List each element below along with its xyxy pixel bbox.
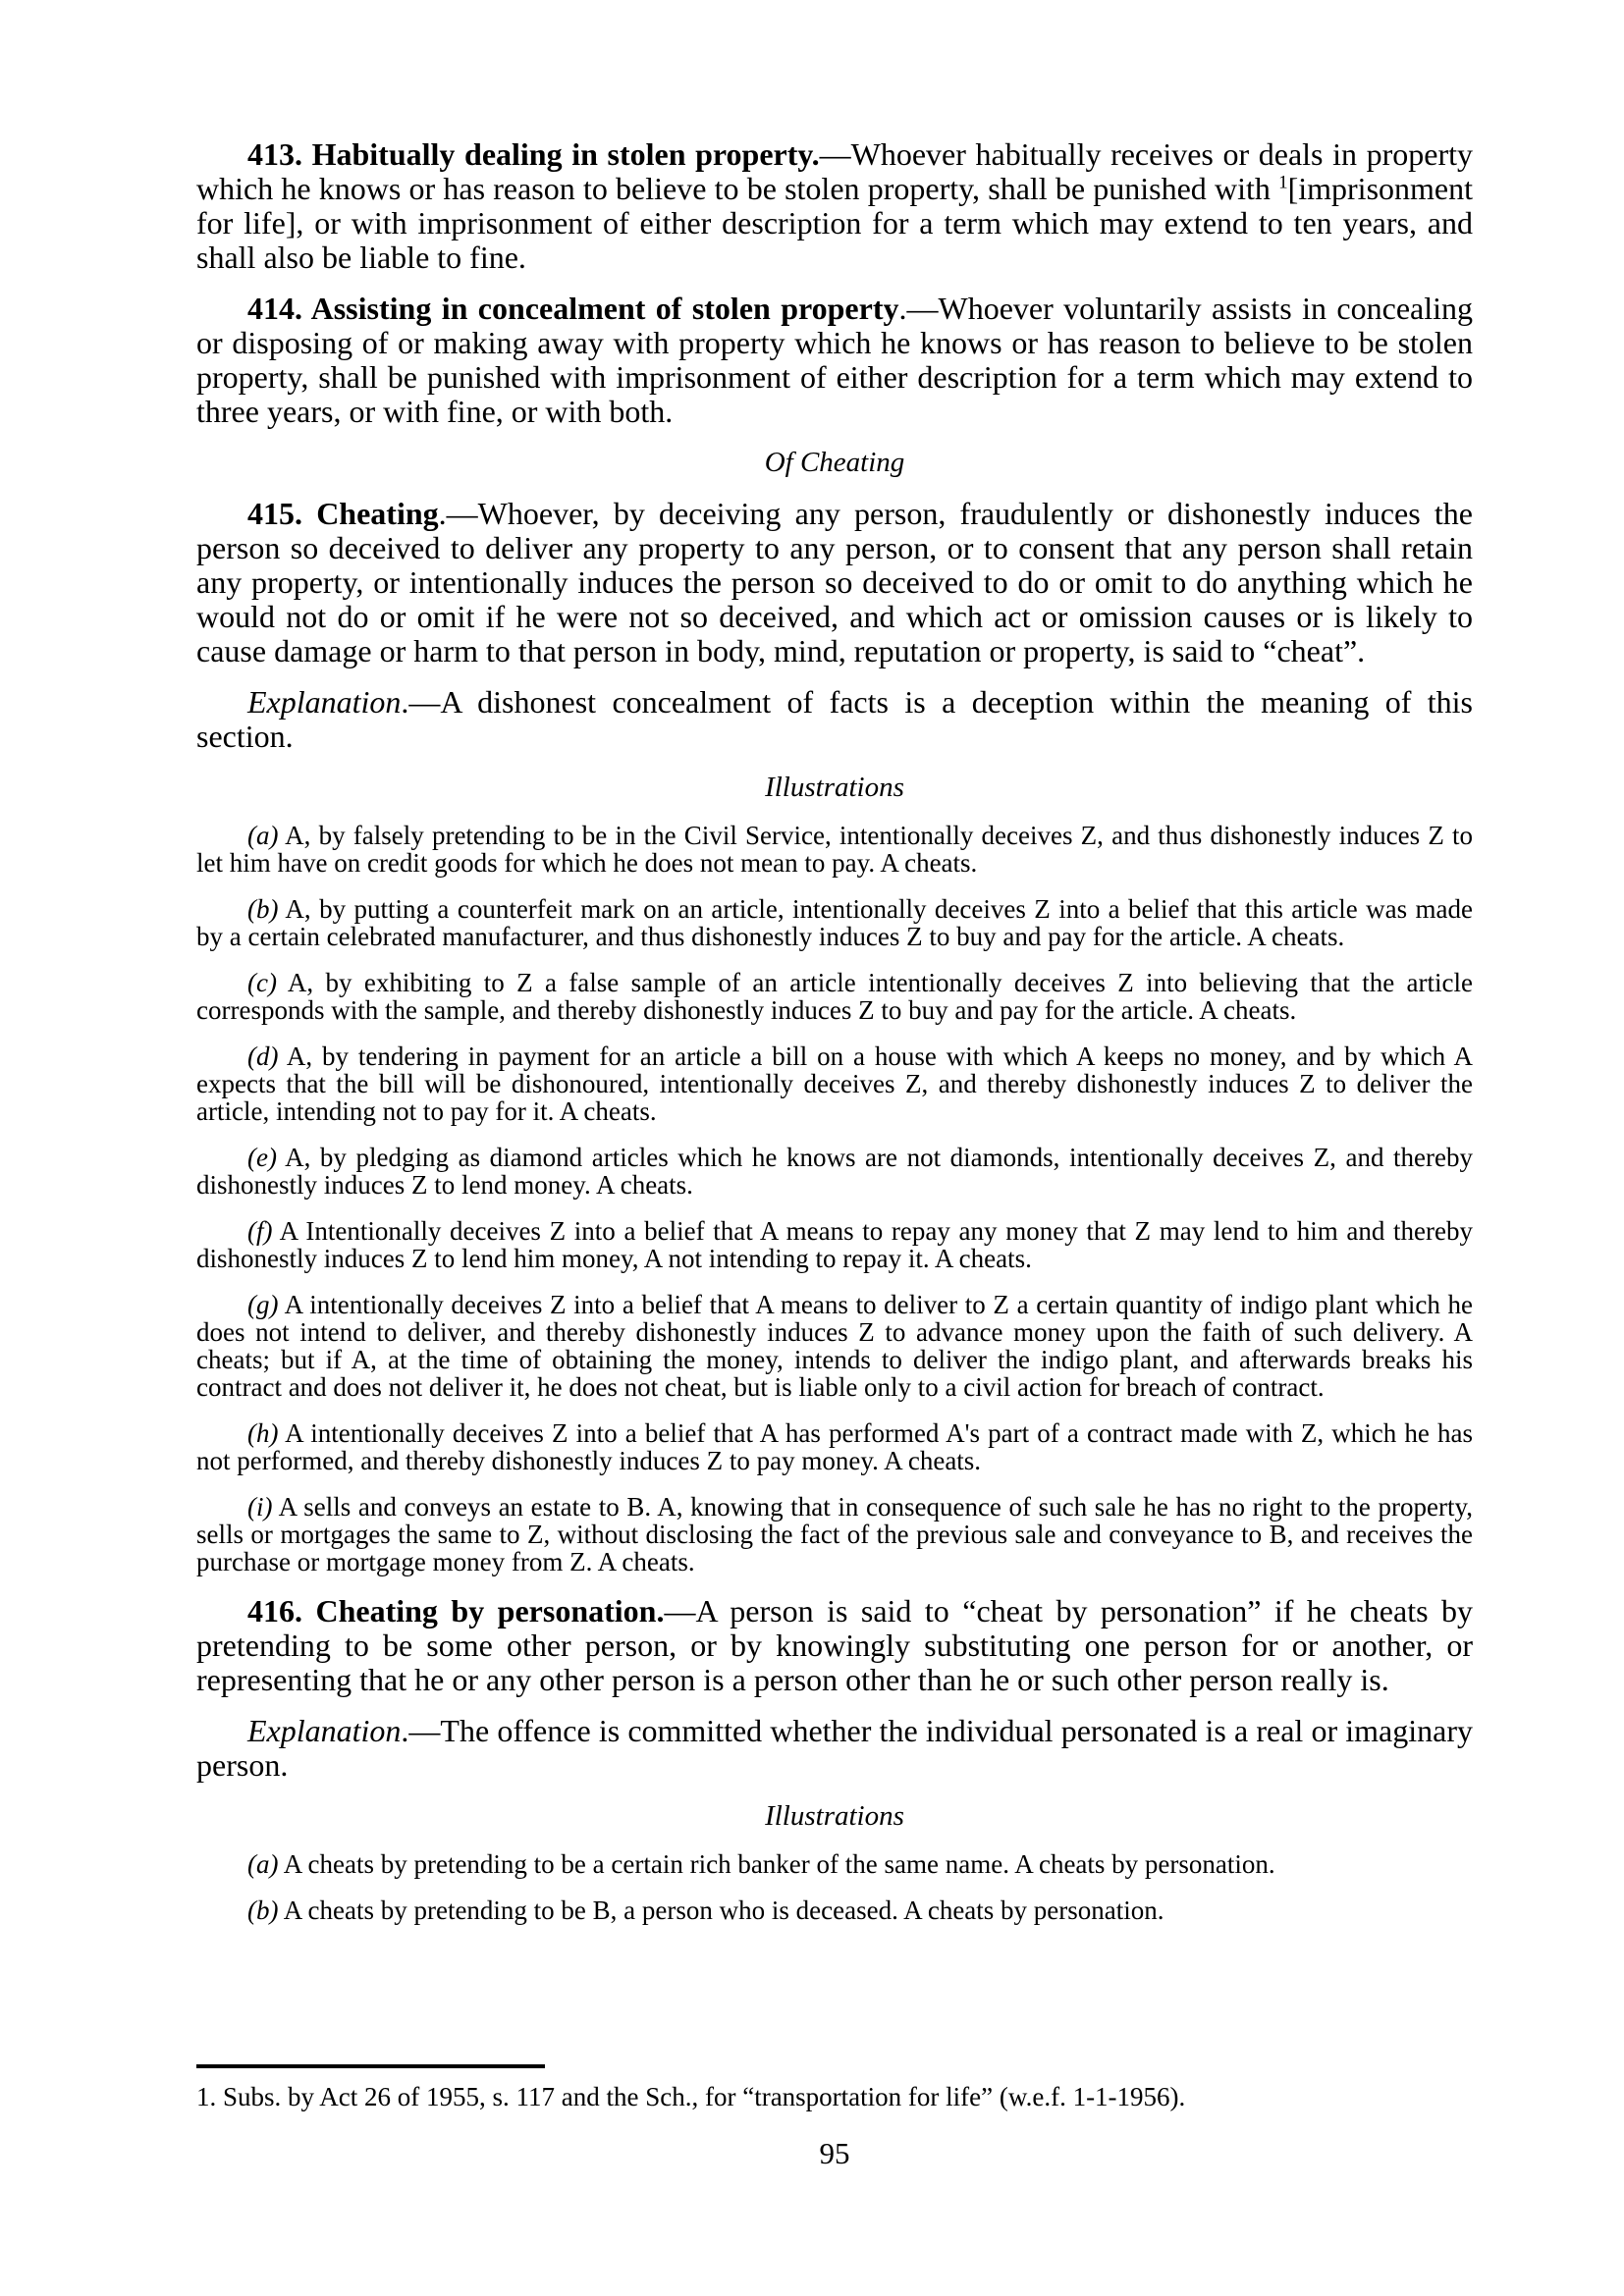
section-413-title: 413. Habitually dealing in stolen property. <box>247 136 820 172</box>
illustration-415-h-label: (h) <box>247 1418 279 1448</box>
illustration-415-g <box>196 1291 1473 1401</box>
footnote-1-text: 1. Subs. by Act 26 of 1955, s. 117 and the Sch., for “transportation for life” (w.e.f. 1-1-1956). <box>196 2082 1186 2111</box>
explanation-416-body: .—The offence is committed whether the individual personated is a real or imaginary person. <box>196 1713 1473 1783</box>
section-416-title: 416. Cheating by personation. <box>247 1593 665 1629</box>
illustration-415-f-label: (f) <box>247 1216 273 1246</box>
illustration-415-g-label: (g) <box>247 1290 279 1319</box>
illustration-415-d <box>196 1042 1473 1125</box>
illustration-415-e-label: (e) <box>247 1143 277 1172</box>
illustration-415-h-text: A intentionally deceives Z into a belief that A has performed A's part of a contract made with Z, which he has not performed, and thereby dishonestly induces Z to pay money. A cheats. <box>196 1418 1473 1475</box>
illustration-415-d-label: (d) <box>247 1041 279 1071</box>
illustration-415-g-text: A intentionally deceives Z into a belief that A means to deliver to Z a certain quantity of indigo plant which he does not intend to deliver, and thereby dishonestly induces Z to advance money upon the faith of such delivery. A cheats; but if A, at the time of obtaining the money, intends to deliver the indigo plant, and afterwards breaks his contract and does not deliver it, he does not cheat, but is liable only to a civil action for breach of contract. <box>196 1290 1473 1402</box>
section-414-body: .—Whoever voluntarily assists in concealing or disposing of or making away with property which he knows or has reason to believe to be stolen property, shall be punished with imprisonment of either description for a term which may extend to three years, or with fine, or with both. <box>196 291 1474 429</box>
illustration-415-c-label: (c) <box>247 968 277 997</box>
illustration-415-i-label: (i) <box>247 1492 273 1522</box>
section-414-title: 414. Assisting in concealment of stolen property <box>247 291 899 326</box>
illustration-415-f-text: A Intentionally deceives Z into a belief that A means to repay any money that Z may lend to him and thereby dishonestly induces Z to lend him money, A not intending to repay it. A cheats. <box>196 1216 1473 1273</box>
illustration-415-f <box>196 1217 1473 1272</box>
illustration-416-a-label: (a) <box>247 1849 279 1879</box>
section-413-paragraph <box>196 137 1473 275</box>
illustration-415-e <box>196 1144 1473 1199</box>
illustrations-heading-416: Illustrations <box>765 1800 904 1832</box>
illustration-415-i-text: A sells and conveys an estate to B. A, knowing that in consequence of such sale he has no right to the property, sells or mortgages the same to Z, without disclosing the fact of the previous sale and conveyance to B, and receives the purchase or mortgage money from Z. A cheats. <box>196 1492 1473 1576</box>
footnote-1 <box>196 2083 1473 2110</box>
section-414-paragraph <box>196 292 1473 429</box>
illustration-415-b-text: A, by putting a counterfeit mark on an article, intentionally deceives Z into a belief that this article was made by a certain celebrated manufacturer, and thus dishonestly induces Z to buy and pay for the article. A cheats. <box>196 894 1473 951</box>
illustration-415-b <box>196 895 1473 950</box>
illustration-415-e-text: A, by pledging as diamond articles which he knows are not diamonds, intentionally deceives Z, and thereby dishonestly induces Z to lend money. A cheats. <box>196 1143 1473 1200</box>
section-413-body-2: [imprisonment for life], or with imprisonment of either description for a term which may extend to ten years, and shall also be liable to fine. <box>196 171 1473 275</box>
of-cheating-heading: Of Cheating <box>764 447 905 478</box>
section-416-body: —A person is said to “cheat by personation” if he cheats by pretending to be some other person, or by knowingly substituting one person for or another, or representing that he or any other person is a person other than he or such other person really is. <box>196 1593 1474 1697</box>
section-413-body-1: —Whoever habitually receives or deals in property which he knows or has reason to believe to be stolen property, shall be punished with <box>196 136 1474 206</box>
illustration-415-d-text: A, by tendering in payment for an article a bill on a house with which A keeps no money, and by which A expects that the bill will be dishonoured, intentionally deceives Z, and thereby dishonestly induces Z to deliver the article, intending not to pay for it. A cheats. <box>196 1041 1473 1126</box>
illustration-415-c-text: A, by exhibiting to Z a false sample of an article intentionally deceives Z into believing that the article corresponds with the sample, and thereby dishonestly induces Z to buy and pay for the article. A cheats. <box>196 968 1473 1025</box>
illustration-416-a-text: A cheats by pretending to be a certain rich banker of the same name. A cheats by personation. <box>278 1849 1275 1879</box>
illustration-415-c <box>196 969 1473 1024</box>
section-415-title: 415. Cheating <box>247 496 439 531</box>
section-416-explanation <box>196 1714 1473 1783</box>
illustration-415-i <box>196 1493 1473 1575</box>
section-415-explanation <box>196 685 1473 754</box>
illustration-415-a-label: (a) <box>247 821 279 850</box>
section-415-paragraph <box>196 497 1473 668</box>
illustration-416-a <box>196 1850 1473 1878</box>
explanation-415-label: Explanation <box>247 684 402 720</box>
illustration-415-b-label: (b) <box>247 894 279 924</box>
explanation-415-body: .—A dishonest concealment of facts is a deception within the meaning of this section. <box>196 684 1473 754</box>
section-415-body: .—Whoever, by deceiving any person, fraudulently or dishonestly induces the person so deceived to deliver any property to any person, or to consent that any person shall retain any property, or intentionally induces the person so deceived to do or omit to do anything which he would not do or omit if he were not so deceived, and which act or omission causes or is likely to cause damage or harm to that person in body, mind, reputation or property, is said to “cheat”. <box>196 496 1474 668</box>
illustration-416-b-label: (b) <box>247 1896 279 1925</box>
explanation-416-label: Explanation <box>247 1713 402 1748</box>
illustration-415-h <box>196 1419 1473 1474</box>
footnote-1-reference: 1 <box>1278 172 1288 193</box>
illustration-415-a-text: A, by falsely pretending to be in the Civil Service, intentionally deceives Z, and thus dishonestly induces Z to let him have on credit goods for which he does not mean to pay. A cheats. <box>196 821 1473 878</box>
illustration-415-a <box>196 822 1473 877</box>
illustration-416-b <box>196 1896 1473 1924</box>
illustrations-heading-415: Illustrations <box>765 772 904 803</box>
page-footer <box>196 2064 1473 2170</box>
footnote-divider <box>196 2064 545 2068</box>
illustration-416-b-text: A cheats by pretending to be B, a person who is deceased. A cheats by personation. <box>278 1896 1164 1925</box>
section-416-paragraph <box>196 1594 1473 1697</box>
page-number: 95 <box>819 2136 850 2170</box>
